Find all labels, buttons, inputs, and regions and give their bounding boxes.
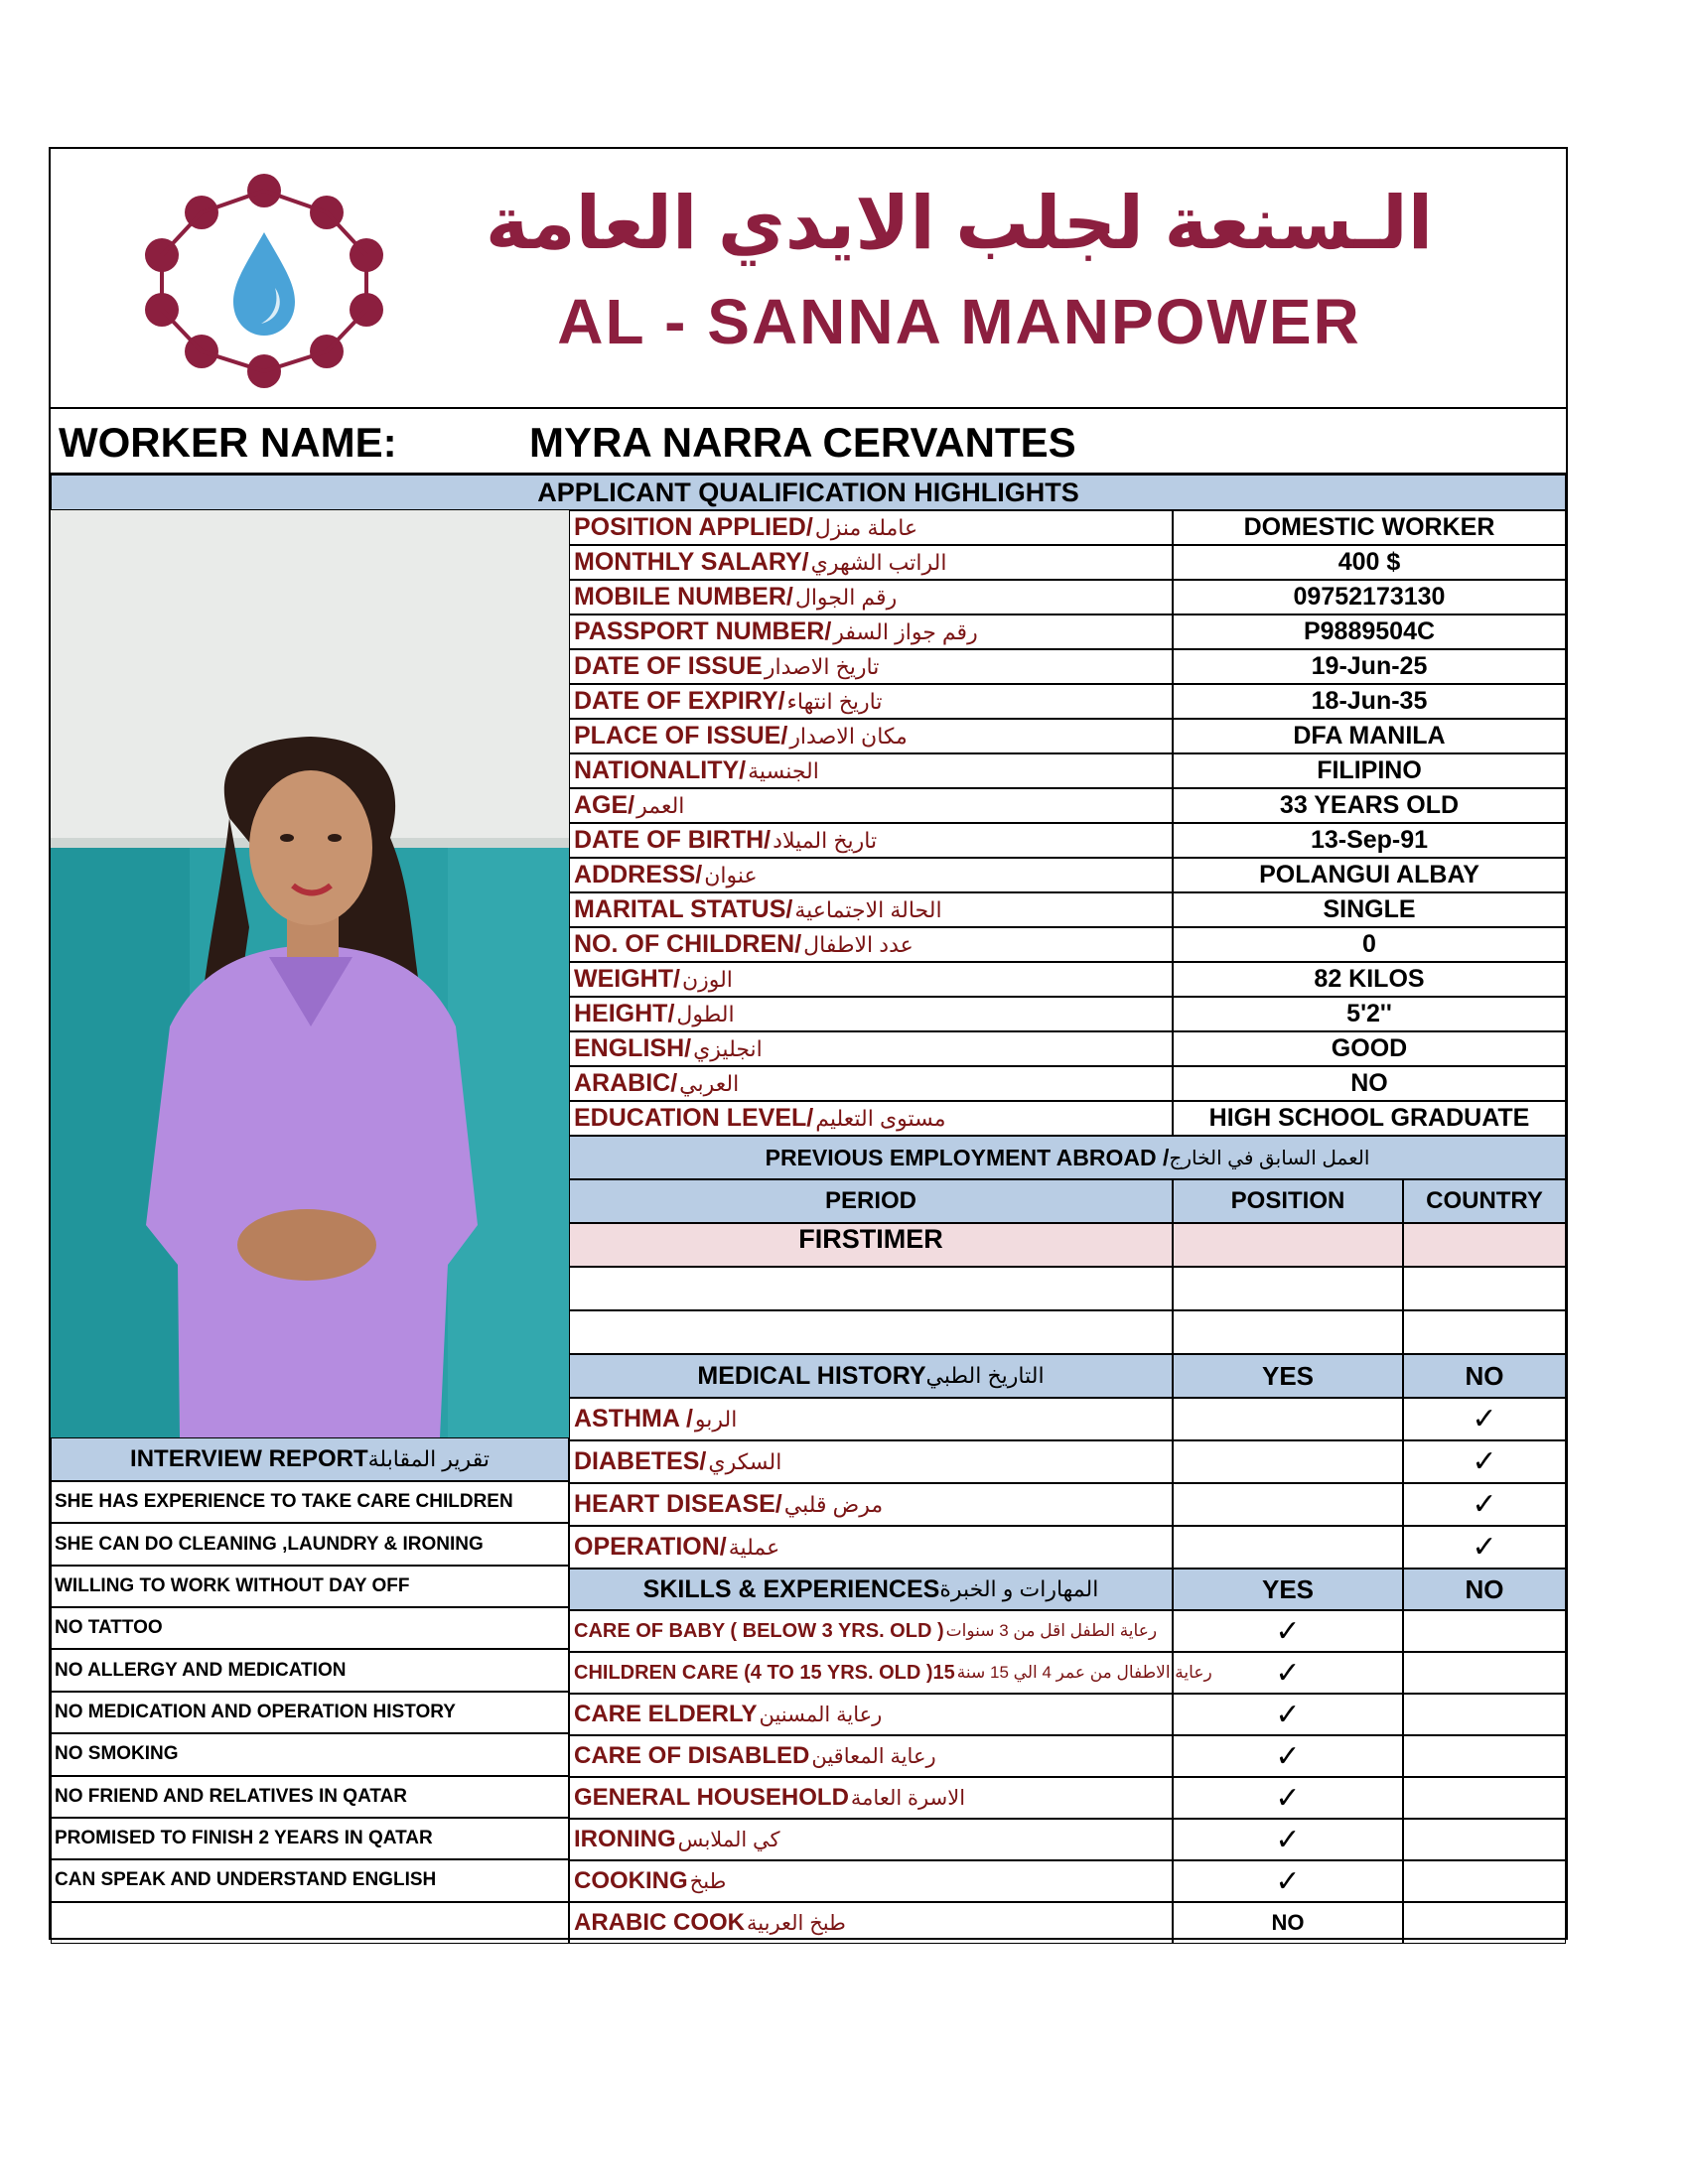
medical-no-2: ✓ bbox=[1403, 1483, 1566, 1526]
medical-label-3-ar: عملية bbox=[728, 1534, 780, 1560]
skill-label-1 bbox=[569, 1652, 1212, 1694]
skill-label-5 bbox=[569, 1819, 1173, 1860]
skill-label-7-en: ARABIC COOK bbox=[574, 1909, 745, 1936]
skill-label-5-ar: كي الملابس bbox=[677, 1828, 780, 1851]
skill-label-7-ar: طبخ العربية bbox=[747, 1911, 846, 1935]
detail-label-6-ar: مكان الاصدار bbox=[789, 723, 908, 749]
detail-label-8 bbox=[569, 788, 1173, 823]
medical-yes-1 bbox=[1173, 1440, 1403, 1483]
employment-title-ar: العمل السابق في الخارج bbox=[1169, 1147, 1370, 1169]
detail-label-6-en: PLACE OF ISSUE/ bbox=[574, 722, 788, 750]
detail-label-2-en: MOBILE NUMBER/ bbox=[574, 583, 793, 611]
employment-country-1 bbox=[1403, 1267, 1566, 1310]
employment-country-2 bbox=[1403, 1310, 1566, 1354]
detail-label-8-en: AGE/ bbox=[574, 791, 635, 819]
medical-label-3 bbox=[569, 1526, 1173, 1569]
medical-yes-2 bbox=[1173, 1483, 1403, 1526]
skills-title bbox=[569, 1569, 1173, 1610]
detail-value-16: NO bbox=[1173, 1066, 1566, 1101]
interview-title-ar: تقرير المقابلة bbox=[367, 1446, 490, 1471]
medical-col-yes: YES bbox=[1173, 1354, 1403, 1398]
medical-title bbox=[569, 1354, 1173, 1398]
detail-label-6 bbox=[569, 719, 1173, 753]
detail-label-0 bbox=[569, 510, 1173, 545]
interview-item-9: CAN SPEAK AND UNDERSTAND ENGLISH bbox=[51, 1859, 569, 1901]
employment-period-2 bbox=[569, 1310, 1173, 1354]
skill-label-5-en: IRONING bbox=[574, 1826, 676, 1852]
skill-label-4-ar: الاسرة العامة bbox=[850, 1786, 966, 1810]
detail-label-2 bbox=[569, 580, 1173, 614]
skill-label-2 bbox=[569, 1694, 1173, 1735]
detail-value-15: GOOD bbox=[1173, 1031, 1566, 1066]
skill-no-2 bbox=[1403, 1694, 1566, 1735]
detail-label-1-ar: الراتب الشهري bbox=[810, 549, 947, 575]
interview-item-6: NO SMOKING bbox=[51, 1733, 569, 1775]
skill-label-6-en: COOKING bbox=[574, 1867, 688, 1894]
skill-label-3-ar: رعاية المعاقين bbox=[811, 1744, 936, 1768]
detail-label-13-en: WEIGHT/ bbox=[574, 965, 680, 993]
skill-yes-3: ✓ bbox=[1173, 1735, 1403, 1777]
worker-name-row bbox=[51, 409, 1566, 475]
skills-col-yes: YES bbox=[1173, 1569, 1403, 1610]
company-name-english: AL - SANNA MANPOWER bbox=[557, 286, 1361, 357]
detail-label-9 bbox=[569, 823, 1173, 858]
employment-col_position: POSITION bbox=[1173, 1179, 1403, 1223]
medical-title-ar: التاريخ الطبي bbox=[925, 1363, 1045, 1388]
skill-label-1-en: CHILDREN CARE (4 TO 15 YRS. OLD )15 bbox=[574, 1661, 955, 1684]
interview-item-7: NO FRIEND AND RELATIVES IN QATAR bbox=[51, 1776, 569, 1818]
company-name-arabic: الـسنعة لجلب الايدي العامة bbox=[485, 182, 1434, 264]
skill-no-5 bbox=[1403, 1819, 1566, 1860]
detail-value-10: POLANGUI ALBAY bbox=[1173, 858, 1566, 892]
interview-title-en: INTERVIEW REPORT bbox=[130, 1445, 368, 1472]
detail-label-13-ar: الوزن bbox=[681, 966, 733, 992]
skills-title-ar: المهارات و الخبرة bbox=[939, 1576, 1099, 1601]
biodata-sheet bbox=[49, 147, 1568, 1940]
detail-label-4-en: DATE OF ISSUE bbox=[574, 652, 763, 680]
employment-country-0 bbox=[1403, 1223, 1566, 1267]
detail-label-7-ar: الجنسية bbox=[748, 757, 819, 783]
skill-label-7 bbox=[569, 1902, 1173, 1944]
detail-value-14: 5'2'' bbox=[1173, 997, 1566, 1031]
detail-label-11 bbox=[569, 892, 1173, 927]
detail-label-3-ar: رقم جواز السفر bbox=[833, 618, 978, 644]
detail-label-16-en: ARABIC/ bbox=[574, 1069, 678, 1097]
detail-label-0-ar: عاملة منزل bbox=[814, 514, 918, 540]
detail-label-5-ar: تاريخ انتهاء bbox=[786, 688, 883, 714]
medical-label-0 bbox=[569, 1398, 1173, 1440]
detail-value-1: 400 $ bbox=[1173, 545, 1566, 580]
detail-value-3: P9889504C bbox=[1173, 614, 1566, 649]
skill-no-4 bbox=[1403, 1777, 1566, 1819]
employment-position-0 bbox=[1173, 1223, 1403, 1267]
detail-label-4 bbox=[569, 649, 1173, 684]
medical-no-0: ✓ bbox=[1403, 1398, 1566, 1440]
detail-label-11-ar: الحالة الاجتماعية bbox=[794, 896, 942, 922]
employment-period-0: FIRSTIMER bbox=[569, 1223, 1173, 1267]
interview-item-8: PROMISED TO FINISH 2 YEARS IN QATAR bbox=[51, 1818, 569, 1859]
interview-item-0: SHE HAS EXPERIENCE TO TAKE CARE CHILDREN bbox=[51, 1481, 569, 1523]
detail-label-0-en: POSITION APPLIED/ bbox=[574, 513, 813, 541]
skill-label-0-en: CARE OF BABY ( BELOW 3 YRS. OLD ) bbox=[574, 1619, 944, 1642]
detail-label-10-ar: عنوان bbox=[704, 862, 758, 887]
detail-label-15 bbox=[569, 1031, 1173, 1066]
detail-value-7: FILIPINO bbox=[1173, 753, 1566, 788]
detail-label-15-en: ENGLISH/ bbox=[574, 1034, 692, 1062]
company-header bbox=[51, 149, 1566, 409]
medical-yes-3 bbox=[1173, 1526, 1403, 1569]
detail-label-17 bbox=[569, 1101, 1173, 1136]
detail-label-16 bbox=[569, 1066, 1173, 1101]
medical-label-1 bbox=[569, 1440, 1173, 1483]
employment-col_period: PERIOD bbox=[569, 1179, 1173, 1223]
detail-label-3-en: PASSPORT NUMBER/ bbox=[574, 617, 832, 645]
detail-value-5: 18-Jun-35 bbox=[1173, 684, 1566, 719]
detail-label-11-en: MARITAL STATUS/ bbox=[574, 895, 793, 923]
skill-yes-7: NO bbox=[1173, 1902, 1403, 1944]
skill-no-6 bbox=[1403, 1860, 1566, 1902]
detail-label-12-en: NO. OF CHILDREN/ bbox=[574, 930, 802, 958]
skill-label-0 bbox=[569, 1610, 1173, 1652]
detail-label-10-en: ADDRESS/ bbox=[574, 861, 703, 888]
detail-label-14-ar: الطول bbox=[676, 1001, 735, 1026]
detail-label-13 bbox=[569, 962, 1173, 997]
skill-label-2-ar: رعاية المسنين bbox=[759, 1703, 883, 1726]
detail-value-17: HIGH SCHOOL GRADUATE bbox=[1173, 1101, 1566, 1136]
skill-label-3 bbox=[569, 1735, 1173, 1777]
skill-label-1-ar: رعاية الاطفال من عمر 4 الي 15 سنة bbox=[956, 1663, 1212, 1682]
detail-label-5-en: DATE OF EXPIRY/ bbox=[574, 687, 785, 715]
medical-no-1: ✓ bbox=[1403, 1440, 1566, 1483]
interview-item-5: NO MEDICATION AND OPERATION HISTORY bbox=[51, 1692, 569, 1733]
skill-yes-2: ✓ bbox=[1173, 1694, 1403, 1735]
detail-value-4: 19-Jun-25 bbox=[1173, 649, 1566, 684]
employment-col_country: COUNTRY bbox=[1403, 1179, 1566, 1223]
worker-name-value: MYRA NARRA CERVANTES bbox=[529, 419, 1076, 466]
detail-label-7 bbox=[569, 753, 1173, 788]
interview-item-3: NO TATTOO bbox=[51, 1607, 569, 1649]
detail-label-9-ar: تاريخ الميلاد bbox=[773, 827, 878, 853]
detail-value-11: SINGLE bbox=[1173, 892, 1566, 927]
detail-label-17-en: EDUCATION LEVEL/ bbox=[574, 1104, 814, 1132]
detail-label-1 bbox=[569, 545, 1173, 580]
detail-value-0: DOMESTIC WORKER bbox=[1173, 510, 1566, 545]
skill-no-1 bbox=[1403, 1652, 1566, 1694]
detail-value-2: 09752173130 bbox=[1173, 580, 1566, 614]
detail-label-16-ar: العربي bbox=[679, 1070, 740, 1096]
company-logo-icon bbox=[130, 171, 398, 391]
detail-value-6: DFA MANILA bbox=[1173, 719, 1566, 753]
skill-yes-6: ✓ bbox=[1173, 1860, 1403, 1902]
skill-label-3-en: CARE OF DISABLED bbox=[574, 1742, 810, 1769]
interview-item-4: NO ALLERGY AND MEDICATION bbox=[51, 1649, 569, 1691]
skill-yes-4: ✓ bbox=[1173, 1777, 1403, 1819]
detail-label-2-ar: رقم الجوال bbox=[794, 584, 898, 610]
employment-title-en: PREVIOUS EMPLOYMENT ABROAD / bbox=[765, 1144, 1170, 1170]
skill-label-4 bbox=[569, 1777, 1173, 1819]
interview-item-10 bbox=[51, 1902, 569, 1944]
skills-title-en: SKILLS & EXPERIENCES bbox=[642, 1574, 940, 1603]
employment-period-1 bbox=[569, 1267, 1173, 1310]
skill-no-0 bbox=[1403, 1610, 1566, 1652]
applicant-photo bbox=[51, 510, 569, 1437]
detail-label-9-en: DATE OF BIRTH/ bbox=[574, 826, 772, 854]
skill-label-6-ar: طبخ bbox=[689, 1869, 727, 1893]
medical-label-2-ar: مرض قلبي bbox=[783, 1491, 884, 1517]
skill-yes-1: ✓ bbox=[1173, 1652, 1403, 1694]
detail-label-1-en: MONTHLY SALARY/ bbox=[574, 548, 809, 576]
employment-position-1 bbox=[1173, 1267, 1403, 1310]
interview-item-2: WILLING TO WORK WITHOUT DAY OFF bbox=[51, 1566, 569, 1607]
medical-label-3-en: OPERATION/ bbox=[574, 1533, 727, 1561]
detail-label-4-ar: تاريخ الاصدار bbox=[764, 653, 880, 679]
detail-label-5 bbox=[569, 684, 1173, 719]
detail-label-14-en: HEIGHT/ bbox=[574, 1000, 675, 1027]
skills-col-no: NO bbox=[1403, 1569, 1566, 1610]
interview-title bbox=[51, 1437, 569, 1481]
medical-label-1-en: DIABETES/ bbox=[574, 1447, 707, 1475]
detail-label-14 bbox=[569, 997, 1173, 1031]
employment-title bbox=[569, 1136, 1566, 1179]
skill-label-0-ar: رعاية الطفل اقل من 3 سنوات bbox=[945, 1621, 1158, 1640]
skill-no-3 bbox=[1403, 1735, 1566, 1777]
detail-value-8: 33 YEARS OLD bbox=[1173, 788, 1566, 823]
detail-value-12: 0 bbox=[1173, 927, 1566, 962]
detail-label-12-ar: عدد الاطفال bbox=[803, 931, 914, 957]
detail-label-3 bbox=[569, 614, 1173, 649]
worker-name-label: WORKER NAME: bbox=[59, 419, 397, 466]
detail-value-13: 82 KILOS bbox=[1173, 962, 1566, 997]
highlights-title: APPLICANT QUALIFICATION HIGHLIGHTS bbox=[51, 475, 1566, 510]
medical-no-3: ✓ bbox=[1403, 1526, 1566, 1569]
detail-label-15-ar: انجليزي bbox=[693, 1035, 763, 1061]
interview-item-1: SHE CAN DO CLEANING ,LAUNDRY & IRONING bbox=[51, 1523, 569, 1565]
employment-position-2 bbox=[1173, 1310, 1403, 1354]
medical-label-1-ar: السكري bbox=[708, 1448, 782, 1474]
medical-label-0-en: ASTHMA / bbox=[574, 1405, 693, 1433]
detail-value-9: 13-Sep-91 bbox=[1173, 823, 1566, 858]
medical-label-2 bbox=[569, 1483, 1173, 1526]
detail-label-17-ar: مستوى التعليم bbox=[815, 1105, 946, 1131]
skill-no-7 bbox=[1403, 1902, 1566, 1944]
medical-label-2-en: HEART DISEASE/ bbox=[574, 1490, 782, 1518]
detail-label-10 bbox=[569, 858, 1173, 892]
detail-label-12 bbox=[569, 927, 1173, 962]
skill-label-6 bbox=[569, 1860, 1173, 1902]
detail-label-8-ar: العمر bbox=[636, 792, 685, 818]
skill-label-2-en: CARE ELDERLY bbox=[574, 1701, 758, 1727]
medical-yes-0 bbox=[1173, 1398, 1403, 1440]
skill-yes-0: ✓ bbox=[1173, 1610, 1403, 1652]
medical-title-en: MEDICAL HISTORY bbox=[697, 1361, 926, 1390]
detail-label-7-en: NATIONALITY/ bbox=[574, 756, 747, 784]
medical-col-no: NO bbox=[1403, 1354, 1566, 1398]
skill-yes-5: ✓ bbox=[1173, 1819, 1403, 1860]
medical-label-0-ar: الربو bbox=[694, 1406, 738, 1432]
skill-label-4-en: GENERAL HOUSEHOLD bbox=[574, 1784, 849, 1811]
